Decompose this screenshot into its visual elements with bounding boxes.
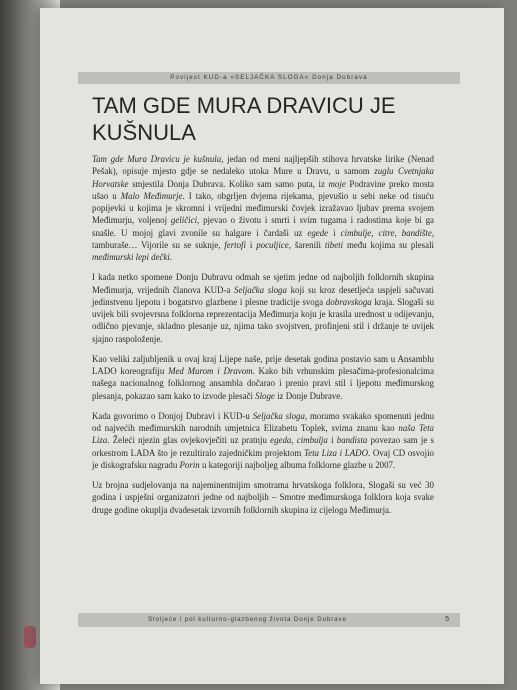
text-run: Podravine preko mosta ušao u bbox=[92, 178, 434, 201]
italic-run: egede bbox=[307, 227, 329, 238]
text-run: , bbox=[371, 227, 379, 238]
text-run: povezao sam je s orkestrom LADA što je rezultiralo zajedničkim projektom bbox=[92, 435, 434, 458]
body-paragraph bbox=[92, 479, 434, 516]
text-run: i bbox=[246, 239, 257, 250]
running-header: Povijest KUD-a »SELJAČKA SLOGA« Donja Dubrava bbox=[78, 72, 460, 84]
text-run: , bbox=[291, 435, 297, 446]
text-run: koji su kroz desetljeća uspjeli sačuvati jedinstvenu ljepotu i bogatstvo glazbene i plesne tradicije svoga bbox=[92, 284, 434, 307]
italic-run: međimurski lepi dečki bbox=[92, 252, 170, 262]
chapter-title: TAM GDE MURA DRAVICU JE KUŠNULA bbox=[92, 93, 396, 145]
text-run: , pjevao o životu i smrti i svim tugama i radostima koje bi ga snašle. U mojoj glavi zvonile su halgare i čardaši uz bbox=[92, 215, 434, 238]
text-run: . Ovaj CD osvojio je diskografsku nagradu bbox=[92, 447, 434, 470]
italic-run: Seljačka sloga bbox=[252, 410, 305, 421]
italic-run: Malo Međimurje bbox=[120, 190, 183, 201]
body-paragraph bbox=[92, 153, 434, 263]
body-text bbox=[92, 153, 434, 524]
italic-run: bandista bbox=[336, 435, 368, 446]
page-number: 5 bbox=[445, 616, 450, 623]
italic-run: citre bbox=[378, 227, 395, 238]
text-run: u kategoriji najboljeg albuma folklorne glazbe u 2007. bbox=[199, 459, 396, 470]
italic-run: Porin bbox=[179, 459, 200, 470]
text-run: među kojima su plesali bbox=[343, 239, 435, 250]
italic-run: cimbulje bbox=[340, 227, 372, 238]
italic-run: Sloge bbox=[255, 390, 275, 401]
red-book-edge-mark bbox=[24, 626, 36, 648]
italic-run: Med Murom i Dravom bbox=[168, 366, 253, 376]
italic-run: naša Teta Liza bbox=[92, 423, 434, 446]
footer-title: Stoljeće i pol kulturno-glazbenog života Donje Dubrave bbox=[148, 616, 347, 623]
body-paragraph bbox=[92, 271, 434, 345]
italic-run: Teta Liza i LADO bbox=[304, 447, 368, 458]
text-run: iz Donje Dubrave. bbox=[274, 390, 343, 401]
italic-run: moje bbox=[328, 178, 346, 189]
text-run: , bbox=[394, 227, 402, 238]
body-paragraph bbox=[92, 410, 434, 471]
text-run: Kada govorimo o Donjoj Dubravi i KUD-u bbox=[92, 410, 253, 421]
italic-run: Tam gde Mura Dravicu je kušnula bbox=[92, 154, 222, 164]
italic-run: geličici bbox=[170, 215, 198, 226]
text-run: i bbox=[327, 435, 337, 446]
italic-run: tibeti bbox=[324, 239, 344, 250]
italic-run: cimbulja bbox=[296, 435, 328, 446]
text-run: , jedan od meni najljepših stihova hrvatske lirike (Nenad Pešak), opisuje mjesto gdje se nedaleko utoka Mure u Dravu, u samom bbox=[92, 154, 434, 177]
text-run: i bbox=[328, 227, 341, 238]
running-footer bbox=[78, 613, 460, 627]
text-run: Kao veliki zaljubljenik u ovaj kraj Lijepe naše, prije desetak godina postavio sam u Ansamblu LADO koreografiju bbox=[92, 353, 434, 376]
body-paragraph bbox=[92, 353, 434, 402]
italic-run: poculjice bbox=[256, 239, 289, 250]
text-run: smjestila Donja Dubrava. Koliko sam samo puta, iz bbox=[128, 178, 329, 189]
text-run: . Kako bih vrhunskim plesačima-profesionalcima našega nacionalnog folklornog ansambla dočarao i prenio pravi stil i ljepotu međimurskog plesanja, pokazao sam kako to izvode plesači bbox=[92, 366, 435, 401]
text-run: , šarenili bbox=[288, 239, 325, 250]
italic-run: fertofi bbox=[224, 239, 246, 250]
italic-run: egeda bbox=[270, 435, 292, 446]
text-run: Uz brojna sudjelovanja na najeminentnijim smotrama hrvatskoga folklora, Slogaši su već 30 godina i uspješni organizatori jedne od najboljih – Smotre međimurskoga folklora koja svake druge godine okuplja dvadesetak izvornih folklornih skupina iz cijeloga Međimurja. bbox=[92, 480, 434, 515]
text-run: , tamburaše… Vijorile su se suknje, bbox=[92, 227, 435, 250]
text-run: . I tako, obgrljen dvjema rijekama, pjevušio u sebi neke od tisuću popijevki u kojima je skromni i vrijedni međimurski čovjek izražavao ljubav prema svojem Međimurju, voljenoj bbox=[92, 190, 434, 226]
italic-run: dobravskoga bbox=[325, 296, 372, 307]
text-run: kraja. Slogaši su uvijek bili svojevrsna folklorna reprezentacija Međimurja koju je krasila urednost u odijevanju, odlično pjevanje, skladno plesanje uz, njima tako svojstven, profinjeni stil i držanje te uvijek sjajno raspoloženje. bbox=[92, 296, 435, 344]
text-run: , moramo svakako spomenuti jednu od najvećih međimurskih narodnih umjetnica Elizabetu Toplek, svima znanu kao bbox=[92, 410, 435, 433]
text-run: I kada netko spomene Donju Dubravu odmah se sjetim jedne od najboljih folklornih skupina Međimurja, vrijednih članova KUD-a bbox=[92, 272, 434, 295]
italic-run: Seljačka sloga bbox=[234, 284, 287, 295]
text-run: . bbox=[169, 252, 173, 262]
text-run: . Želeći njezin glas ovjekovječiti uz pratnju bbox=[107, 435, 271, 446]
italic-run: bandište bbox=[401, 227, 432, 238]
italic-run: zuglu Cvetnjaka Horvatske bbox=[92, 166, 434, 189]
